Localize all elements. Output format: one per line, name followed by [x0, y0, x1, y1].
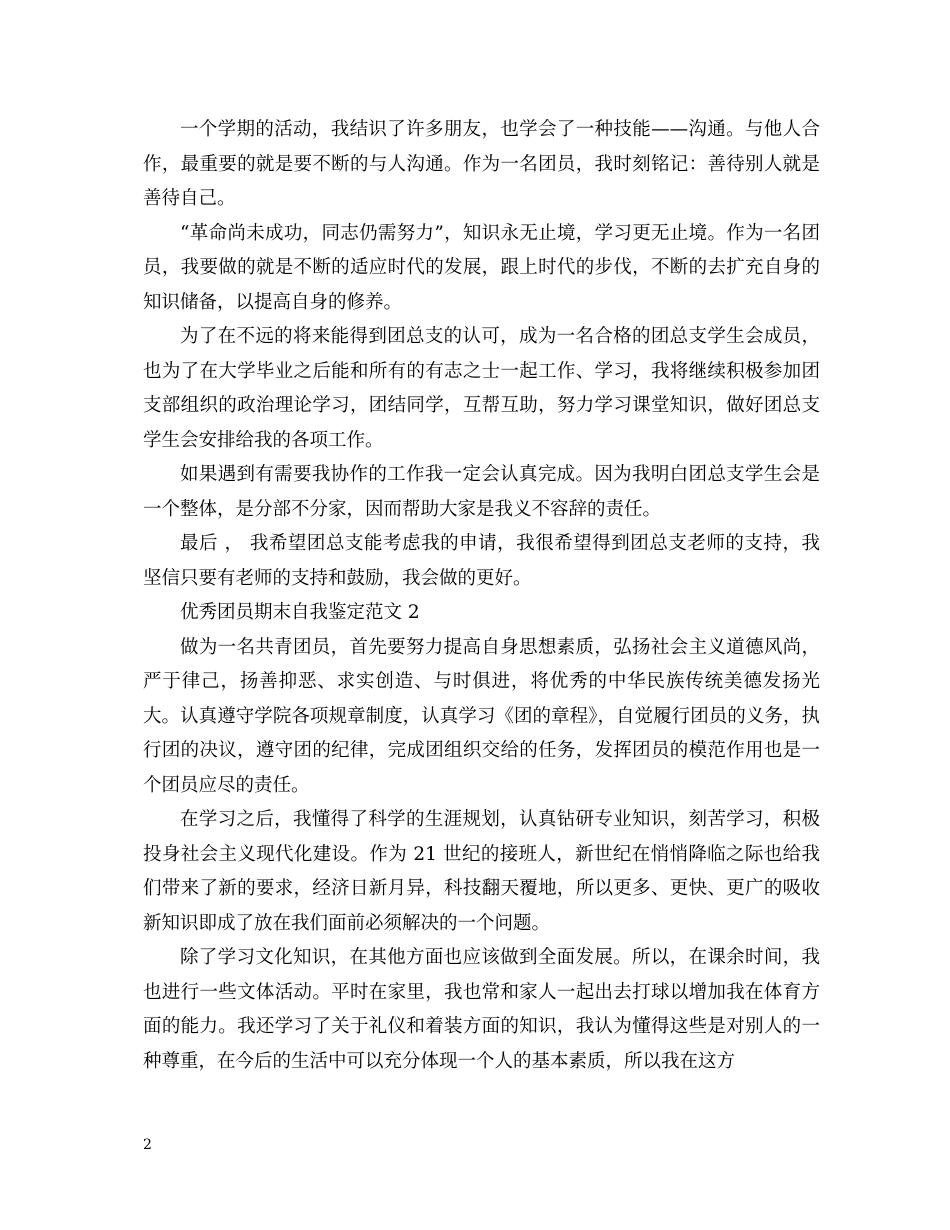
paragraph: “革命尚未成功，同志仍需努力”，知识永无止境，学习更无止境。作为一名团员，我要做的就是不断的适应时代的发展，跟上时代的步伐，不断的去扩充自身的知识储备，以提高自身的修养。 [143, 222, 820, 313]
page-number: 2 [143, 1137, 152, 1153]
paragraph: 为了在不远的将来能得到团总支的认可，成为一名合格的团总支学生会成员，也为了在大学毕业之后能和所有的有志之士一起工作、学习，我将继续积极参加团支部组织的政治理论学习，团结同学，互帮互助，努力学习课堂知识，做好团总支学生会安排给我的各项工作。 [143, 326, 820, 451]
paragraph: 在学习之后，我懂得了科学的生涯规划，认真钻研专业知识，刻苦学习，积极投身社会主义现代化建设。作为 21 世纪的接班人，新世纪在悄悄降临之际也给我们带来了新的要求，经济日新月异，科技翻天覆地，所以更多、更快、更广的吸收新知识即成了放在我们面前必须解决的一个问题。 [143, 809, 820, 934]
paragraph: 做为一名共青团员，首先要努力提高自身思想素质，弘扬社会主义道德风尚，严于律己，扬善抑恶、求实创造、与时俱进，将优秀的中华民族传统美德发扬光大。认真遵守学院各项规章制度，认真学习《团的章程》，自觉履行团员的义务，执行团的决议，遵守团的纪律，完成团组织交给的任务，发挥团员的模范作用也是一个团员应尽的责任。 [143, 636, 820, 796]
paragraph: 一个学期的活动，我结识了许多朋友，也学会了一种技能——沟通。与他人合作，最重要的就是要不断的与人沟通。作为一名团员，我时刻铭记：善待别人就是善待自己。 [143, 119, 820, 209]
paragraph: 最后 ， 我希望团总支能考虑我的申请，我很希望得到团总支老师的支持，我坚信只要有老师的支持和鼓励，我会做的更好。 [143, 533, 820, 589]
paragraph: 除了学习文化知识，在其他方面也应该做到全面发展。所以，在课余时间，我也进行一些文体活动。平时在家里，我也常和家人一起出去打球以增加我在体育方面的能力。我还学习了关于礼仪和着装方面的知识，我认为懂得这些是对别人的一种尊重，在今后的生活中可以充分体现一个人的基本素质，所以我在这方 [143, 947, 820, 1072]
paragraph: 如果遇到有需要我协作的工作我一定会认真完成。因为我明白团总支学生会是一个整体，是分部不分家，因而帮助大家是我义不容辞的责任。 [143, 464, 820, 520]
document-body [143, 113, 820, 1079]
section-heading: 优秀团员期末自我鉴定范文 2 [180, 602, 420, 623]
